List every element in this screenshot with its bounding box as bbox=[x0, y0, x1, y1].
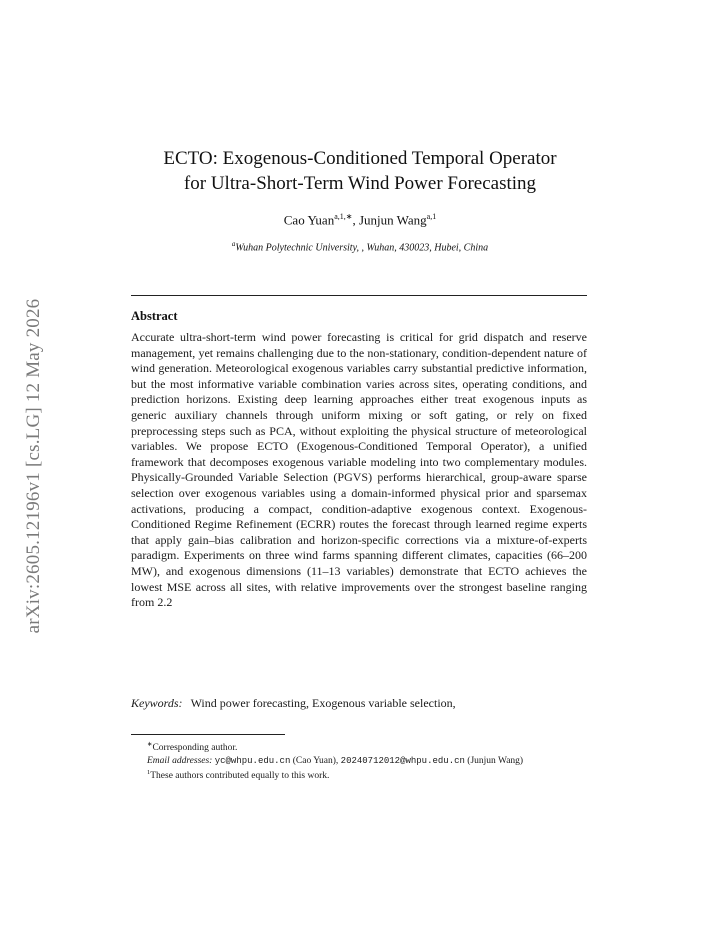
author-affiliation-marks: a,1,∗ bbox=[334, 212, 353, 221]
author-list bbox=[110, 212, 610, 228]
keywords-label: Keywords: bbox=[131, 696, 183, 710]
paper-title bbox=[110, 146, 610, 196]
email-label: Email addresses: bbox=[147, 755, 213, 766]
email-link[interactable]: 20240712012@whpu.edu.cn bbox=[340, 755, 465, 766]
author-separator: , bbox=[352, 212, 359, 228]
footnote-rule bbox=[131, 734, 285, 735]
footnotes bbox=[131, 739, 587, 783]
arxiv-sidebar-stamp bbox=[19, 256, 49, 676]
arxiv-identifier: arXiv:2605.12196v1 [cs.LG] 12 May 2026 bbox=[23, 298, 44, 634]
affiliation-text: Wuhan Polytechnic University, , Wuhan, 430023, Hubei, China bbox=[235, 242, 489, 254]
keywords-text: Wind power forecasting, Exogenous variable selection, bbox=[190, 696, 456, 710]
footnote-mark: 1 bbox=[147, 769, 151, 777]
author-name: Junjun Wang bbox=[358, 212, 427, 228]
email-link[interactable]: yc@whpu.edu.cn bbox=[214, 755, 291, 766]
affiliation bbox=[110, 240, 610, 253]
abstract-top-rule bbox=[131, 295, 587, 296]
footnote-corresponding bbox=[131, 739, 587, 755]
abstract-heading: Abstract bbox=[131, 309, 178, 323]
author-affiliation-marks: a,1 bbox=[426, 212, 437, 221]
abstract-body: Accurate ultra-short-term wind power forecasting is critical for grid dispatch and reserve management, yet remains challenging due to the non-stationary, condition-dependent nature of wind generation. Meteorological exogenous variables carry substantial predictive information, but the most informative variable combination varies across sites, operating conditions, and prediction horizons. Existing deep learning approaches either treat exogenous inputs as generic auxiliary channels through uniform mixing or soft gating, or rely on fixed preprocessing steps such as PCA, without exploiting the physical structure of meteorological variables. We propose ECTO (Exogenous-Conditioned Temporal Operator), a unified framework that decomposes exogenous variable modeling into two complementary modules. Physically-Grounded Variable Selection (PGVS) performs hierarchical, group-aware sparse selection over exogenous variables using a domain-informed physical prior and sparsemax activations, producing a compact, condition-adaptive exogenous context. Exogenous-Conditioned Regime Refinement (ECRR) routes the forecast through learned regime experts that apply gain–bias calibration and horizon-specific corrections via a mixture-of-experts paradigm. Experiments on three wind farms spanning different climates, capacities (66–200 MW), and exogenous dimensions (11–13 variables) demonstrate that ECTO achieves the lowest MSE across all sites, with relative improvements over the strongest baseline ranging from 2.2 bbox=[131, 330, 587, 610]
footnote-corresponding-text: Corresponding author. bbox=[152, 743, 238, 754]
keywords bbox=[131, 696, 587, 711]
footnote-emails bbox=[131, 755, 587, 768]
paper-title-line-1: ECTO: Exogenous-Conditioned Temporal Operator bbox=[163, 148, 557, 169]
email-owner: (Junjun Wang) bbox=[464, 755, 524, 766]
email-owner: (Cao Yuan), bbox=[290, 755, 341, 766]
paper-title-line-2: for Ultra-Short-Term Wind Power Forecasting bbox=[183, 173, 537, 194]
footnote-mark: ∗ bbox=[147, 741, 153, 748]
author-name: Cao Yuan bbox=[283, 212, 335, 228]
affiliation-mark: a bbox=[231, 240, 236, 248]
footnote-equal-contribution bbox=[131, 767, 587, 783]
footnote-contribution-text: These authors contributed equally to this work. bbox=[150, 771, 330, 782]
